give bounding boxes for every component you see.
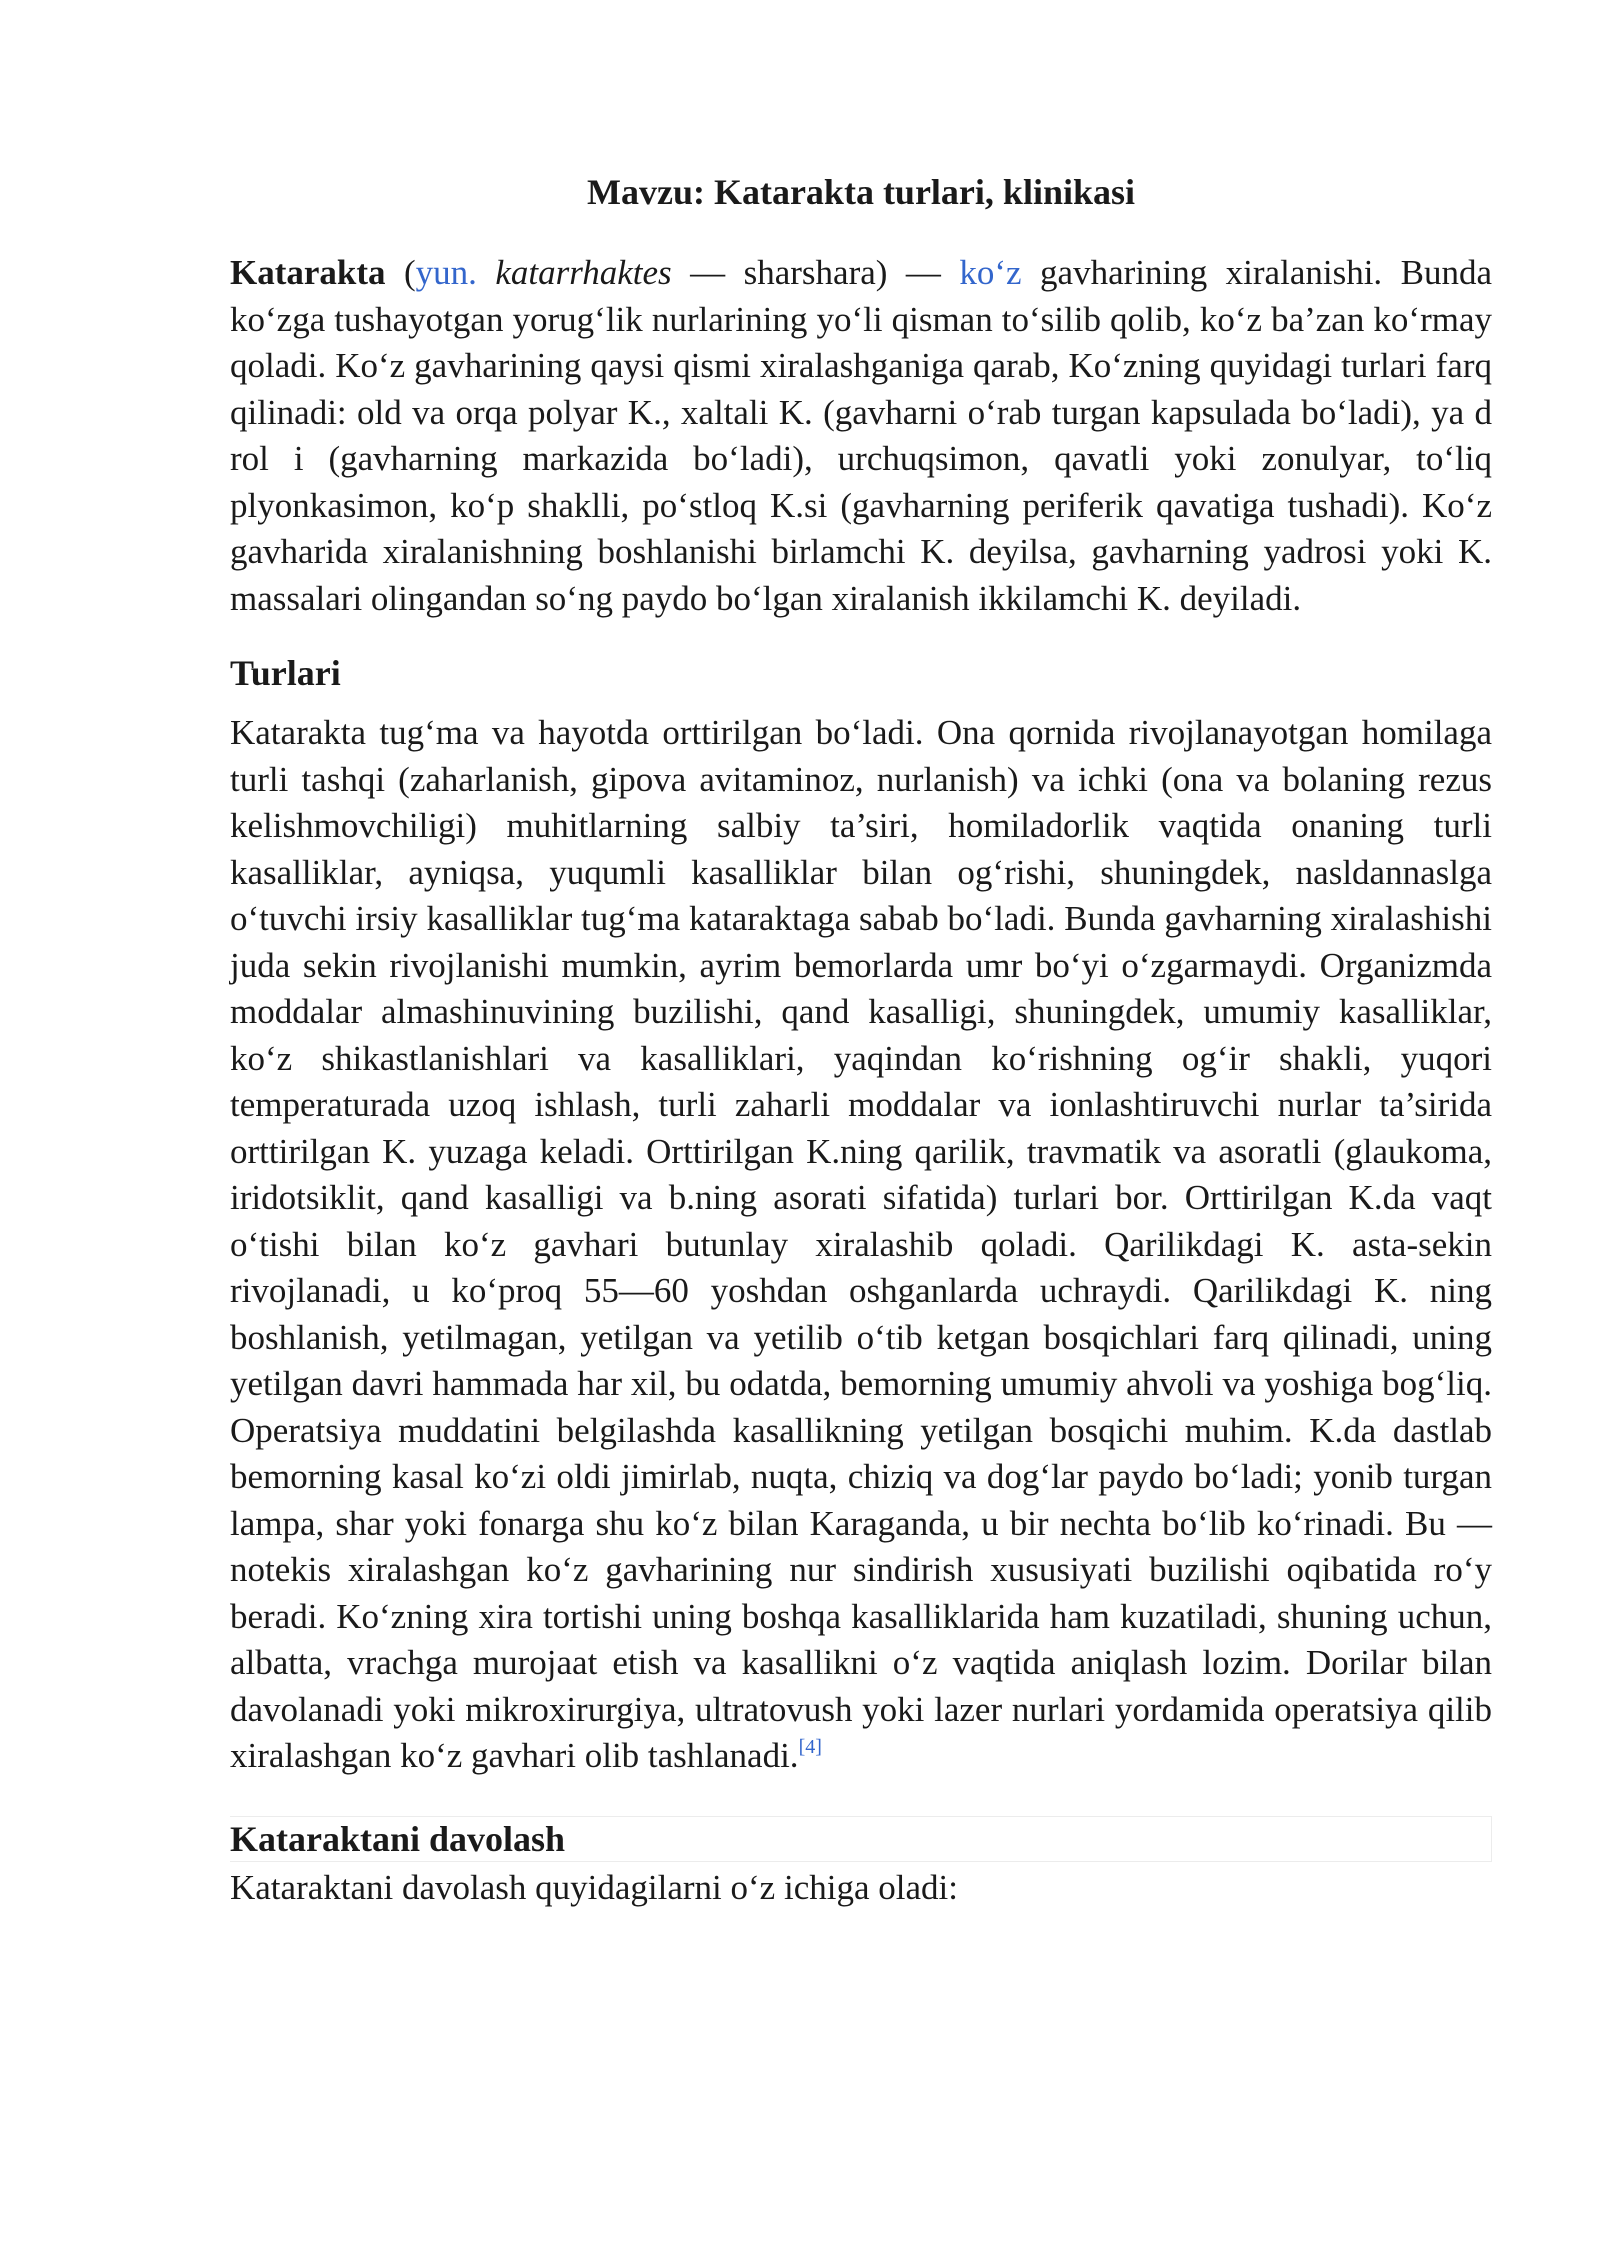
intro-gloss: — sharshara) — — [671, 253, 960, 292]
types-text: Katarakta tug‘ma va hayotda orttirilgan bo‘ladi. Ona qornida rivojlanayotgan homilaga turli tashqi (zaharlanish, gipova avitaminoz, nurlanish) va ichki (ona va bolaning rezus kelishmovchiligi) muhitlarning salbiy ta’siri, homiladorlik vaqtida onaning turli kasalliklar, ayniqsa, yuqumli kasalliklar bilan og‘rishi, shuningdek, nasldannaslga o‘tuvchi irsiy kasalliklar tug‘ma kataraktaga sabab bo‘ladi. Bunda gavharning xiralashishi juda sekin rivojlanishi mumkin, ayrim bemorlarda umr bo‘yi o‘zgarmaydi. Organizmda moddalar almashinuvining buzilishi, qand kasalligi, shuningdek, umumiy kasalliklar, ko‘z shikastlanishlari va kasalliklari, yaqindan ko‘rishning og‘ir shakli, yuqori temperaturada uzoq ishlash, turli zaharli moddalar va ionlashtiruvchi nurlar ta’sirida orttirilgan K. yuzaga keladi. Orttirilgan K.ning qarilik, travmatik va asoratli (glaukoma, iridotsiklit, qand kasalligi va b.ning asorati sifatida) turlari bor. Orttirilgan K.da vaqt o‘tishi bilan ko‘z gavhari butunlay xiralashib qoladi. Qarilikdagi K. asta-sekin rivojlanadi, u ko‘proq 55—60 yoshdan oshganlarda uchraydi. Qarilikdagi K. ning boshlanish, yetilmagan, yetilgan va yetilib o‘tib ketgan bosqichlari farq qilinadi, uning yetilgan davri hammada har xil, bu odatda, bemorning umumiy ahvoli va yoshiga bog‘liq. Operatsiya muddatini belgilashda kasallikning yetilgan bosqichi muhim. K.da dastlab bemorning kasal ko‘zi oldi jimirlab, nuqta, chiziq va dog‘lar paydo bo‘ladi; yonib turgan lampa, shar yoki fonarga shu ko‘z bilan Karaganda, u bir nechta bo‘lib ko‘rinadi. Bu — notekis xiralashgan ko‘z gavharining nur sindirish xususiyati buzilishi oqibatida ro‘y beradi. Ko‘zning xira tortishi uning boshqa kasalliklarida ham kuzatiladi, shuning uchun, albatta, vrachga murojaat etish va kasallikni o‘z vaqtida aniqlash lozim. Dorilar bilan davolanadi yoki mikroxirurgiya, ultratovush yoki lazer nurlari yordamida operatsiya qilib xiralashgan ko‘z gavhari olib tashlanadi. — [230, 713, 1492, 1775]
eye-link[interactable]: ko‘z — [959, 253, 1022, 292]
types-heading: Turlari — [230, 653, 341, 693]
language-link[interactable]: yun. — [415, 253, 477, 292]
etymology-term: katarrhaktes — [495, 253, 672, 292]
page-title: Mavzu: Katarakta turlari, klinikasi — [587, 172, 1135, 212]
footnote-ref-link[interactable]: [4] — [798, 1736, 822, 1758]
intro-paragraph — [230, 250, 1492, 622]
types-paragraph — [230, 710, 1492, 1780]
intro-open-paren: ( — [385, 253, 416, 292]
term-katarakta: Katarakta — [230, 253, 386, 292]
intro-space — [477, 253, 495, 292]
treatment-heading: Kataraktani davolash — [230, 1816, 1492, 1862]
intro-text: gavharining xiralanishi. Bunda ko‘zga tushayotgan yorug‘lik nurlarining yo‘li qisman to‘silib qolib, ko‘z ba’zan ko‘rmay qoladi. Ko‘z gavharining qaysi qismi xiralashganiga qarab, Ko‘zning quyidagi turlari farq qilinadi: old va orqa polyar K., xaltali K. (gavharni o‘rab turgan kapsulada bo‘ladi), ya d rol i (gavharning markazida bo‘ladi), urchuqsimon, qavatli yoki zonulyar, to‘liq plyonkasimon, ko‘p shaklli, po‘stloq K.si (gavharning periferik qavatiga tushadi). Ko‘z gavharida xiralanishning boshlanishi birlamchi K. deyilsa, gavharning yadrosi yoki K. massalari olingandan so‘ng paydo bo‘lgan xiralanish ikkilamchi K. deyiladi. — [230, 253, 1493, 618]
treatment-intro: Kataraktani davolash quyidagilarni o‘z ichiga oladi: — [230, 1867, 958, 1907]
document-page — [230, 168, 1492, 1912]
